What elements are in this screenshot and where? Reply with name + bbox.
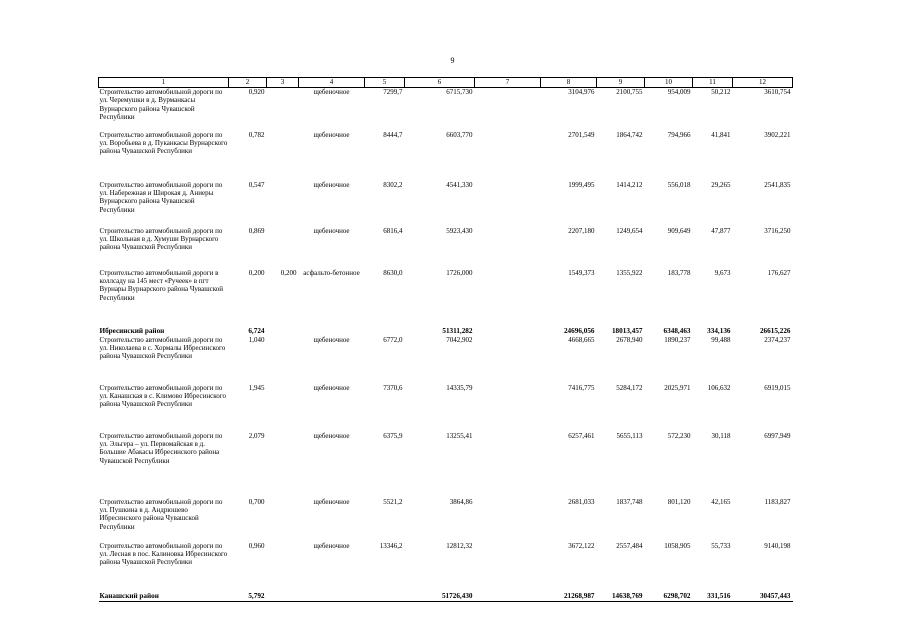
surface-type-cell: щебеночное [313, 88, 350, 96]
table-row [99, 336, 793, 384]
col-9-cell: 1414,212 [616, 180, 643, 189]
length-cell: 0,700 [248, 497, 265, 506]
header-cell: 7 [475, 78, 541, 88]
unit-cost-cell: 5521,2 [383, 497, 403, 506]
table-row [99, 181, 793, 227]
header-cell: 11 [693, 78, 733, 88]
total-cost-cell: 3864,86 [449, 497, 473, 506]
surface-type-cell: щебеночное [313, 335, 350, 344]
total-cost-cell: 7042,902 [446, 335, 473, 344]
unit-cost-cell: 7370,6 [383, 383, 403, 392]
col-8-cell: 24696,056 [563, 326, 595, 335]
length-2-cell [267, 336, 299, 384]
col-12-cell: 26615,226 [759, 326, 791, 335]
total-cost-cell: 14335,79 [446, 383, 473, 392]
col-10-cell: 1890,237 [664, 335, 691, 344]
col-7-cell [475, 542, 541, 592]
row-name-cell: Строительство автомобильной дороги по ул. Черемушки в д. Вурманкасы Вурнарского района Чувашской Республики [99, 88, 223, 122]
col-8-cell: 7416,775 [568, 383, 595, 392]
col-9-cell: 14638,769 [597, 592, 645, 602]
col-9-cell: 5655,113 [616, 431, 643, 440]
unit-cost-cell: 6816,4 [383, 226, 403, 235]
total-cost-cell: 6715,730 [446, 88, 473, 96]
unit-cost-cell: 8302,2 [383, 180, 403, 189]
length-2-cell: 0,200 [280, 268, 297, 277]
total-cost-cell: 51726,430 [405, 592, 475, 602]
header-cell: 12 [733, 78, 793, 88]
total-cost-cell: 5923,430 [446, 226, 473, 235]
header-cell: 9 [597, 78, 645, 88]
table-row [99, 88, 793, 131]
header-cell: 6 [405, 78, 475, 88]
header-cell: 1 [99, 78, 229, 88]
col-11-cell: 55,733 [711, 541, 731, 550]
surface-type-cell: асфальто-бетонное [303, 268, 360, 277]
col-7-cell [475, 227, 541, 269]
length-cell: 5,792 [229, 592, 267, 602]
length-2-cell [267, 542, 299, 592]
col-9-cell: 5284,172 [616, 383, 643, 392]
col-11-cell: 50,212 [711, 88, 731, 96]
length-cell: 1,945 [248, 383, 265, 392]
col-8-cell: 1549,373 [568, 268, 595, 277]
col-11-cell: 99,488 [711, 335, 731, 344]
unit-cost-cell [365, 592, 405, 602]
col-12-cell: 9140,198 [764, 541, 791, 550]
row-name-cell: Строительство автомобильной дороги по ул. Николаева в с. Хормалы Ибресинского района Чувашской Республики [99, 335, 226, 361]
length-2-cell [267, 498, 299, 542]
col-9-cell: 18013,457 [611, 326, 643, 335]
table-row [99, 542, 793, 592]
col-7-cell [475, 384, 541, 432]
unit-cost-cell: 8630,0 [383, 268, 403, 277]
length-cell: 0,920 [248, 88, 265, 96]
row-name-cell: Строительство автомобильной дороги по ул. Лесная в пос. Калиновка Ибресинского района Чувашской Республики [99, 541, 228, 567]
surface-type-cell: щебеночное [313, 383, 350, 392]
col-10-cell: 1058,905 [664, 541, 691, 550]
col-12-cell: 3902,221 [764, 130, 791, 139]
surface-type-cell: щебеночное [313, 180, 350, 189]
surface-type-cell: щебеночное [313, 431, 350, 440]
col-12-cell: 176,627 [767, 268, 791, 277]
total-cost-cell: 1726,000 [446, 268, 473, 277]
surface-type-cell [299, 327, 365, 336]
col-10-cell: 6348,463 [663, 326, 691, 335]
col-12-cell: 1183,827 [764, 497, 791, 506]
col-10-cell: 6298,702 [645, 592, 693, 602]
col-10-cell: 2025,971 [664, 383, 691, 392]
col-12-cell: 3610,754 [764, 88, 791, 96]
col-7-cell [475, 336, 541, 384]
row-name-cell: Строительство автомобильной дороги по ул. Воробьева в д. Пуканкасы Вурнарского района Чувашской Республики [99, 130, 228, 156]
col-7-cell [475, 88, 541, 131]
col-7-cell [475, 269, 541, 327]
col-7-cell [475, 592, 541, 602]
length-2-cell [267, 592, 299, 602]
length-cell: 0,200 [248, 268, 265, 277]
col-11-cell: 41,841 [711, 130, 731, 139]
total-cost-cell: 51311,282 [442, 326, 473, 335]
header-cell: 4 [299, 78, 365, 88]
length-cell: 2,079 [248, 431, 265, 440]
length-2-cell [267, 227, 299, 269]
total-cost-cell: 12812,32 [446, 541, 473, 550]
length-cell: 0,960 [248, 541, 265, 550]
col-7-cell [475, 498, 541, 542]
col-7-cell [475, 131, 541, 181]
col-9-cell: 1249,654 [616, 226, 643, 235]
table-row [99, 269, 793, 327]
col-8-cell: 3104,976 [568, 88, 595, 96]
col-12-cell: 6997,949 [764, 431, 791, 440]
data-table [98, 77, 793, 602]
surface-type-cell: щебеночное [313, 497, 350, 506]
col-10-cell: 801,120 [667, 497, 691, 506]
col-7-cell [475, 432, 541, 498]
length-cell: 0,782 [248, 130, 265, 139]
col-10-cell: 794,966 [667, 130, 691, 139]
page-number: 9 [450, 56, 455, 65]
surface-type-cell: щебеночное [313, 226, 350, 235]
unit-cost-cell: 6772,0 [383, 335, 403, 344]
col-9-cell: 1864,742 [616, 130, 643, 139]
col-10-cell: 572,230 [667, 431, 691, 440]
header-cell: 8 [541, 78, 597, 88]
row-name-cell: Ибресинский район [99, 326, 165, 335]
header-row [99, 78, 793, 88]
length-2-cell [267, 327, 299, 336]
col-7-cell [475, 181, 541, 227]
total-cost-cell: 6603,770 [446, 130, 473, 139]
col-11-cell: 331,516 [693, 592, 733, 602]
unit-cost-cell: 13346,2 [379, 541, 403, 550]
unit-cost-cell: 7299,7 [383, 88, 403, 96]
col-11-cell: 42,165 [711, 497, 731, 506]
col-9-cell: 2678,940 [616, 335, 643, 344]
row-name-cell: Канашский район [99, 592, 229, 602]
col-8-cell: 2681,033 [568, 497, 595, 506]
total-cost-cell: 4541,330 [446, 180, 473, 189]
header-cell: 10 [645, 78, 693, 88]
col-9-cell: 1837,748 [616, 497, 643, 506]
col-9-cell: 2557,484 [616, 541, 643, 550]
col-11-cell: 334,136 [707, 326, 731, 335]
col-12-cell: 2374,237 [764, 335, 791, 344]
header-cell: 2 [229, 78, 267, 88]
col-12-cell: 6919,015 [764, 383, 791, 392]
district-total-row [99, 592, 793, 602]
col-8-cell: 4668,665 [568, 335, 595, 344]
col-10-cell: 909,649 [667, 226, 691, 235]
col-10-cell: 954,009 [667, 88, 691, 96]
surface-type-cell: щебеночное [313, 541, 350, 550]
row-name-cell: Строительство автомобильной дороги по ул. Эльгера – ул. Первомайская в д. Большие Абакасы Ибресинского района Чувашской Республики [99, 431, 223, 465]
surface-type-cell: щебеночное [313, 130, 350, 139]
table-row [99, 432, 793, 498]
col-11-cell: 9,673 [714, 268, 731, 277]
col-8-cell: 2207,180 [568, 226, 595, 235]
header-cell: 5 [365, 78, 405, 88]
table-row [99, 498, 793, 542]
length-2-cell [267, 88, 299, 131]
col-9-cell: 2100,755 [616, 88, 643, 96]
row-name-cell: Строительство автомобильной дороги в коллсаду на 145 мест «Ручеек» в пгт Вурнары Вурнарского района Чувашской Республики [99, 268, 224, 302]
length-cell: 6,724 [248, 326, 265, 335]
header-cell: 3 [267, 78, 299, 88]
unit-cost-cell: 6375,9 [383, 431, 403, 440]
row-name-cell: Строительство автомобильной дороги по ул. Канашская в с. Климово Ибресинского района Чувашской Республики [99, 383, 226, 409]
unit-cost-cell: 8444,7 [383, 130, 403, 139]
surface-type-cell [299, 592, 365, 602]
length-2-cell [267, 432, 299, 498]
col-11-cell: 30,118 [711, 431, 731, 440]
row-name-cell: Строительство автомобильной дороги по ул. Школьная в д. Хумуши Вурнарского района Чувашской Республики [99, 226, 223, 252]
col-8-cell: 21268,987 [541, 592, 597, 602]
col-10-cell: 183,778 [667, 268, 691, 277]
length-2-cell [267, 384, 299, 432]
col-11-cell: 106,632 [707, 383, 731, 392]
col-9-cell: 1355,922 [616, 268, 643, 277]
length-2-cell [267, 131, 299, 181]
row-name-cell: Строительство автомобильной дороги по ул. Пушкина в д. Андрюшево Ибресинского района Чувашской Республики [99, 497, 223, 531]
length-cell: 1,040 [248, 335, 265, 344]
unit-cost-cell [365, 327, 405, 336]
col-12-cell: 2541,835 [764, 180, 791, 189]
table-row [99, 227, 793, 269]
table-row [99, 384, 793, 432]
col-8-cell: 2701,549 [568, 130, 595, 139]
col-8-cell: 6257,461 [568, 431, 595, 440]
total-cost-cell: 13255,41 [446, 431, 473, 440]
col-11-cell: 47,877 [711, 226, 731, 235]
col-11-cell: 29,265 [711, 180, 731, 189]
table-row [99, 131, 793, 181]
length-cell: 0,869 [248, 226, 265, 235]
district-total-row [99, 327, 793, 336]
col-12-cell: 3716,250 [764, 226, 791, 235]
col-8-cell: 3672,122 [568, 541, 595, 550]
col-7-cell [475, 327, 541, 336]
row-name-cell: Строительство автомобильной дороги по ул. Набережная и Широкая д. Аниеры Вурнарского района Чувашской Республики [99, 180, 223, 214]
length-2-cell [267, 181, 299, 227]
col-8-cell: 1999,495 [568, 180, 595, 189]
length-cell: 0,547 [248, 180, 265, 189]
col-12-cell: 30457,443 [733, 592, 793, 602]
col-10-cell: 556,018 [667, 180, 691, 189]
